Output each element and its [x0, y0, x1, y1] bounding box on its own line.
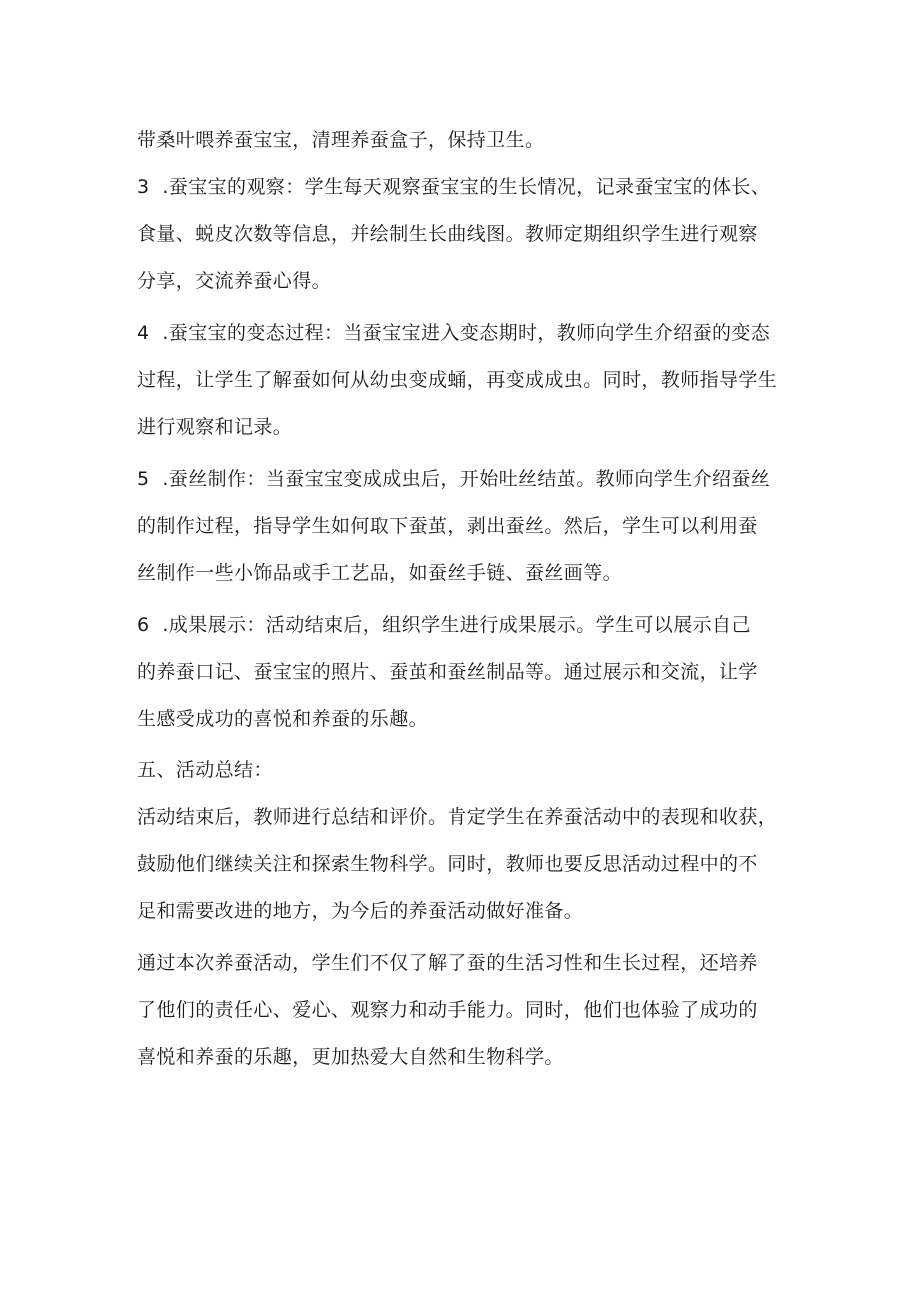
text-line: 分享，交流养蚕心得。: [137, 270, 332, 292]
text-line: 了他们的责任心、爱心、观察力和动手能力。同时，他们也体验了成功的: [137, 999, 758, 1021]
text-line: 喜悦和养蚕的乐趣，更加热爱大自然和生物科学。: [137, 1046, 564, 1068]
section-heading: 五、活动总结：: [137, 759, 273, 781]
text-line: 食量、蜕皮次数等信息，并绘制生长曲线图。教师定期组织学生进行观察: [137, 223, 758, 245]
text-line: 生感受成功的喜悦和养蚕的乐趣。: [137, 708, 429, 730]
text-line: 过程，让学生了解蚕如何从幼虫变成蛹，再变成成虫。同时，教师指导学生: [137, 369, 778, 391]
text-line: 的制作过程，指导学生如何取下蚕茧，剥出蚕丝。然后，学生可以利用蚕: [137, 515, 758, 537]
text-line: 4 .蚕宝宝的变态过程：当蚕宝宝进入变态期时，教师向学生介绍蚕的变态: [137, 322, 771, 344]
text-line: 6 .成果展示：活动结束后，组织学生进行成果展示。学生可以展示自己: [137, 614, 751, 636]
text-line: 鼓励他们继续关注和探索生物科学。同时，教师也要反思活动过程中的不: [137, 853, 758, 875]
text-line: 丝制作一些小饰品或手工艺品，如蚕丝手链、蚕丝画等。: [137, 562, 623, 584]
text-line: 的养蚕口记、蚕宝宝的照片、蚕茧和蚕丝制品等。通过展示和交流，让学: [137, 661, 758, 683]
text-line: 足和需要改进的地方，为今后的养蚕活动做好准备。: [137, 900, 584, 922]
text-line: 3 .蚕宝宝的观察：学生每天观察蚕宝宝的生长情况，记录蚕宝宝的体长、: [137, 176, 771, 198]
text-line: 进行观察和记录。: [137, 416, 293, 438]
text-line: 通过本次养蚕活动，学生们不仅了解了蚕的生活习性和生长过程，还培养: [137, 952, 758, 974]
text-line: 带桑叶喂养蚕宝宝，清理养蚕盒子，保持卫生。: [137, 129, 545, 151]
text-line: 活动结束后，教师进行总结和评价。肯定学生在养蚕活动中的表现和收获，: [137, 806, 778, 828]
text-line: 5 .蚕丝制作：当蚕宝宝变成成虫后，开始吐丝结茧。教师向学生介绍蚕丝: [137, 468, 771, 490]
